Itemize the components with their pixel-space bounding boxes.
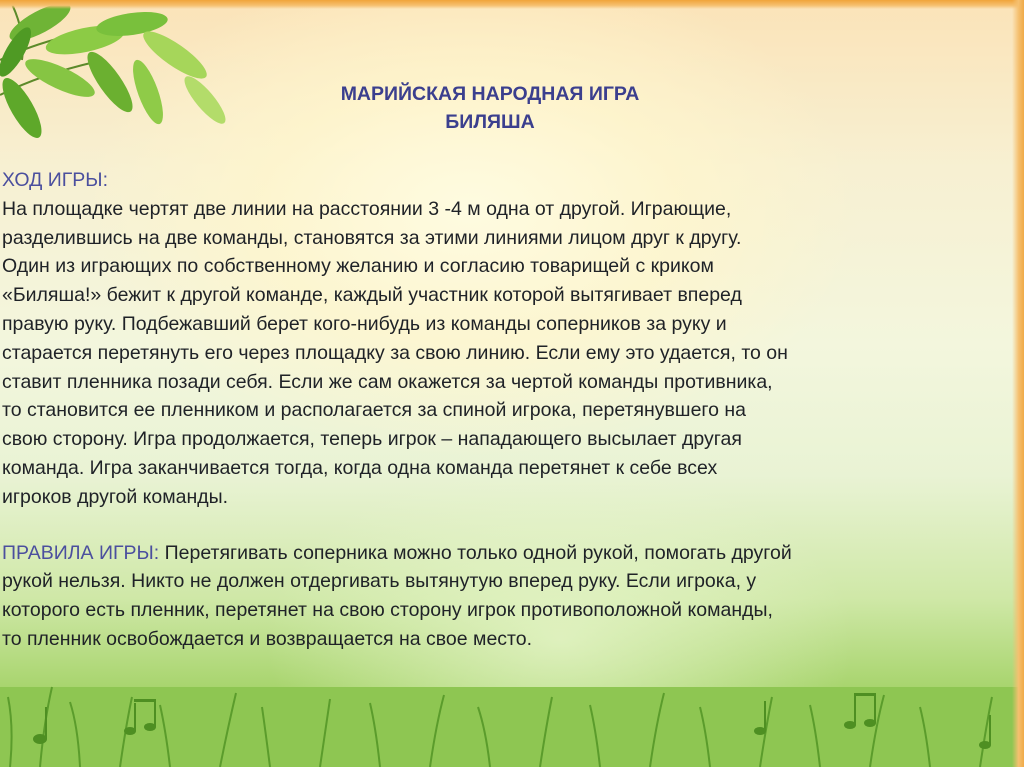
course-line: игроков другой команды.: [2, 485, 229, 508]
course-line: то становится ее пленником и располагается за спиной игрока, перетянувшего на: [2, 399, 746, 422]
rules-line: рукой нельзя. Никто не должен отдергивать вытянутую вперед руку. Если игрока, у: [2, 570, 757, 593]
course-line: команда. Игра заканчивается тогда, когда одна команда перетянет к себе всех: [2, 456, 718, 479]
rules-line: которого есть пленник, перетянет на свою сторону игрок противоположной команды,: [2, 599, 773, 622]
course-line: старается перетянуть его через площадку за свою линию. Если ему это удается, то он: [2, 341, 788, 364]
rules-line: то пленник освобождается и возвращается на свое место.: [2, 627, 533, 650]
course-line: «Биляша!» бежит к другой команде, каждый участник которой вытягивает вперед: [2, 284, 742, 307]
course-line: На площадке чертят две линии на расстоянии 3 -4 м одна от другой. Играющие,: [2, 197, 732, 220]
leaf-branch-icon: [0, 0, 231, 143]
course-label: ХОД ИГРЫ:: [2, 169, 108, 191]
right-frame-border: [1012, 0, 1024, 767]
top-frame-border: [0, 0, 1024, 9]
course-line: разделившись на две команды, становятся за этими линиями лицом друг к другу.: [2, 226, 742, 249]
page-title: [250, 80, 730, 136]
course-line: свою сторону. Игра продолжается, теперь игрок – нападающего высылает другая: [2, 428, 742, 451]
title-line-1: МАРИЙСКАЯ НАРОДНАЯ ИГРА: [340, 83, 640, 105]
rules-first-text: Перетягивать соперника можно только одной рукой, помогать другой: [159, 541, 792, 564]
course-line: Один из играющих по собственному желанию и согласию товарищей с криком: [2, 255, 714, 278]
course-line: правую руку. Подбежавший берет кого-нибудь из команды соперников за руку и: [2, 312, 727, 335]
rules-first-line: [2, 539, 1012, 568]
game-description: [2, 166, 1012, 654]
title-line-2: БИЛЯША: [445, 111, 535, 133]
leaves-decoration: [0, 0, 260, 180]
course-line: ставит пленника позади себя. Если же сам окажется за чертой команды противника,: [2, 370, 773, 393]
paragraph-gap: [2, 512, 1012, 539]
rules-label: ПРАВИЛА ИГРЫ:: [2, 541, 160, 564]
course-heading: [2, 166, 1012, 195]
